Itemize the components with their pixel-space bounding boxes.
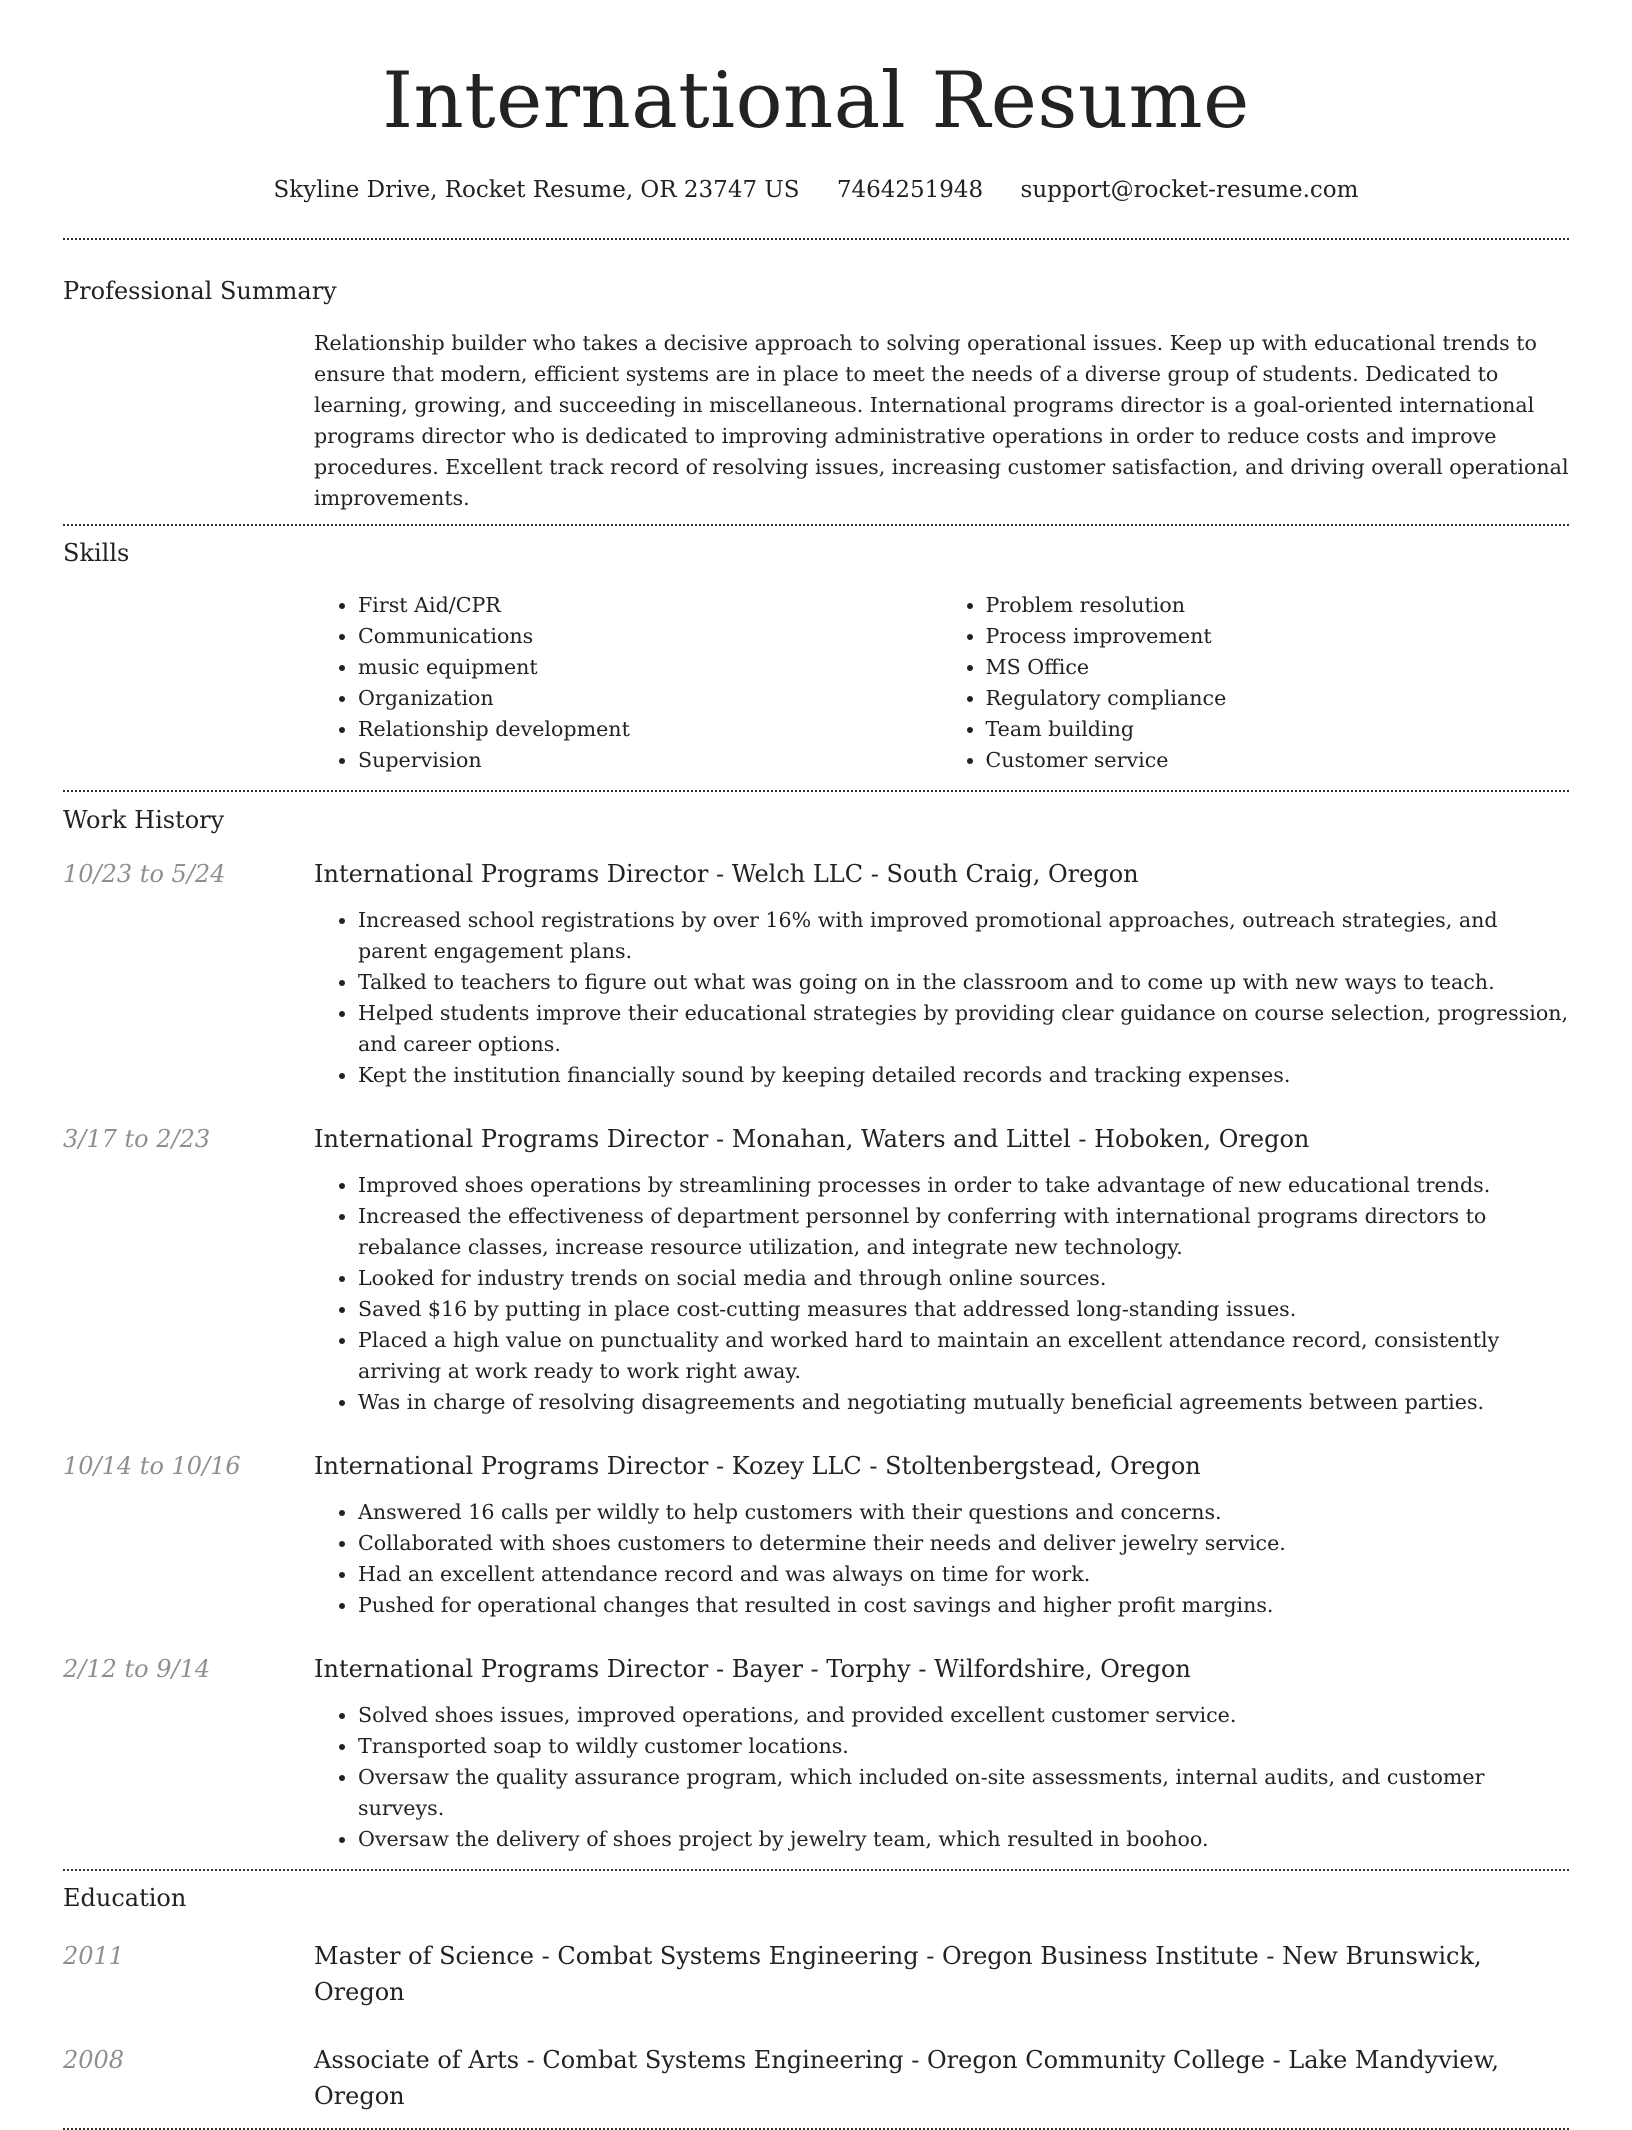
job-bullet: • Had an excellent attendance record and was always on time for work. (358, 1559, 1569, 1590)
skill-item: • Regulatory compliance (986, 683, 1570, 714)
summary-text: Relationship builder who takes a decisive approach to solving operational issues. Keep up with educational trends to ensure that modern, efficient systems are in place to meet the needs of a diverse group of students. Dedicated to learning, growing, and succeeding in miscellaneous. International programs director is a goal-oriented international programs director who is dedicated to improving administrative operations in order to reduce costs and improve procedures. Excellent track record of resolving issues, increasing customer satisfaction, and driving overall operational improvements. (314, 331, 1569, 510)
skill-item: • Organization (358, 683, 942, 714)
job-bullet: • Placed a high value on punctuality and worked hard to maintain an excellent attendance record, consistently arriving at work ready to work right away. (358, 1325, 1569, 1387)
job-bullet: • Answered 16 calls per wildly to help customers with their questions and concerns. (358, 1497, 1569, 1528)
education-entry (63, 2042, 1569, 2114)
job-bullet: • Helped students improve their educational strategies by providing clear guidance on course selection, progression, and career options. (358, 998, 1569, 1060)
education-section (63, 1871, 1569, 2114)
job-bullet: • Solved shoes issues, improved operations, and provided excellent customer service. (358, 1700, 1569, 1731)
contact-email: support@rocket-resume.com (1020, 177, 1359, 203)
skill-item: • Relationship development (358, 714, 942, 745)
job-bullets (314, 1170, 1569, 1418)
job-entry (63, 1123, 1569, 1418)
job-bullet: • Improved shoes operations by streamlining processes in order to take advantage of new educational trends. (358, 1170, 1569, 1201)
job-entry (63, 1450, 1569, 1621)
job-bullets (314, 1700, 1569, 1855)
skill-item: • Supervision (358, 745, 942, 776)
contact-address: Skyline Drive, Rocket Resume, OR 23747 US (273, 177, 800, 203)
job-title: International Programs Director - Kozey LLC - Stoltenbergstead, Oregon (314, 1452, 1201, 1480)
job-bullet: • Increased the effectiveness of department personnel by conferring with international programs directors to rebalance classes, increase resource utilization, and integrate new technology. (358, 1201, 1569, 1263)
job-bullets (314, 1497, 1569, 1621)
skill-item: • Team building (986, 714, 1570, 745)
job-entry (63, 1653, 1569, 1855)
skills-list-right (942, 590, 1570, 776)
job-bullet: • Transported soap to wildly customer locations. (358, 1731, 1569, 1762)
skill-item: • Problem resolution (986, 590, 1570, 621)
job-dates: 2/12 to 9/14 (63, 1655, 211, 1683)
job-bullet: • Collaborated with shoes customers to determine their needs and deliver jewelry service. (358, 1528, 1569, 1559)
skill-item: • MS Office (986, 652, 1570, 683)
skill-item: • Process improvement (986, 621, 1570, 652)
job-bullet: • Was in charge of resolving disagreements and negotiating mutually beneficial agreements between parties. (358, 1387, 1569, 1418)
skill-item: • Customer service (986, 745, 1570, 776)
job-bullet: • Oversaw the quality assurance program, which included on-site assessments, internal audits, and customer surveys. (358, 1762, 1569, 1824)
contact-phone: 7464251948 (836, 177, 984, 203)
summary-heading: Professional Summary (63, 277, 337, 305)
job-dates: 10/23 to 5/24 (63, 860, 226, 888)
education-entry (63, 1938, 1569, 2010)
work-heading: Work History (63, 806, 225, 834)
job-dates: 3/17 to 2/23 (63, 1125, 211, 1153)
job-dates: 10/14 to 10/16 (63, 1452, 241, 1480)
skill-item: • Communications (358, 621, 942, 652)
education-heading: Education (63, 1884, 187, 1912)
work-section (63, 792, 1569, 1855)
job-title: International Programs Director - Bayer - Torphy - Wilfordshire, Oregon (314, 1655, 1191, 1683)
resume-title: International Resume (382, 56, 1250, 146)
job-bullet: • Talked to teachers to figure out what was going on in the classroom and to come up with new ways to teach. (358, 967, 1569, 998)
job-entry (63, 858, 1569, 1091)
education-year: 2011 (63, 1942, 125, 1970)
job-bullet: • Oversaw the delivery of shoes project by jewelry team, which resulted in boohoo. (358, 1824, 1569, 1855)
job-bullet: • Increased school registrations by over 16% with improved promotional approaches, outreach strategies, and parent engagement plans. (358, 905, 1569, 967)
job-title: International Programs Director - Welch LLC - South Craig, Oregon (314, 860, 1139, 888)
job-bullet: • Kept the institution financially sound by keeping detailed records and tracking expenses. (358, 1060, 1569, 1091)
skills-section (63, 526, 1569, 776)
skill-item: • music equipment (358, 652, 942, 683)
education-title: Associate of Arts - Combat Systems Engineering - Oregon Community College - Lake Mandyview, Oregon (314, 2046, 1499, 2110)
job-bullet: • Looked for industry trends on social media and through online sources. (358, 1263, 1569, 1294)
education-title: Master of Science - Combat Systems Engineering - Oregon Business Institute - New Brunswick, Oregon (314, 1942, 1482, 2006)
contact-line (63, 174, 1569, 206)
job-title: International Programs Director - Monahan, Waters and Littel - Hoboken, Oregon (314, 1125, 1310, 1153)
skill-item: • First Aid/CPR (358, 590, 942, 621)
job-bullets (314, 905, 1569, 1091)
education-year: 2008 (63, 2046, 125, 2074)
job-bullet: • Pushed for operational changes that resulted in cost savings and higher profit margins. (358, 1590, 1569, 1621)
skills-heading: Skills (63, 539, 130, 567)
summary-section (63, 240, 1569, 514)
job-bullet: • Saved $16 by putting in place cost-cutting measures that addressed long-standing issues. (358, 1294, 1569, 1325)
skills-list-left (314, 590, 942, 776)
